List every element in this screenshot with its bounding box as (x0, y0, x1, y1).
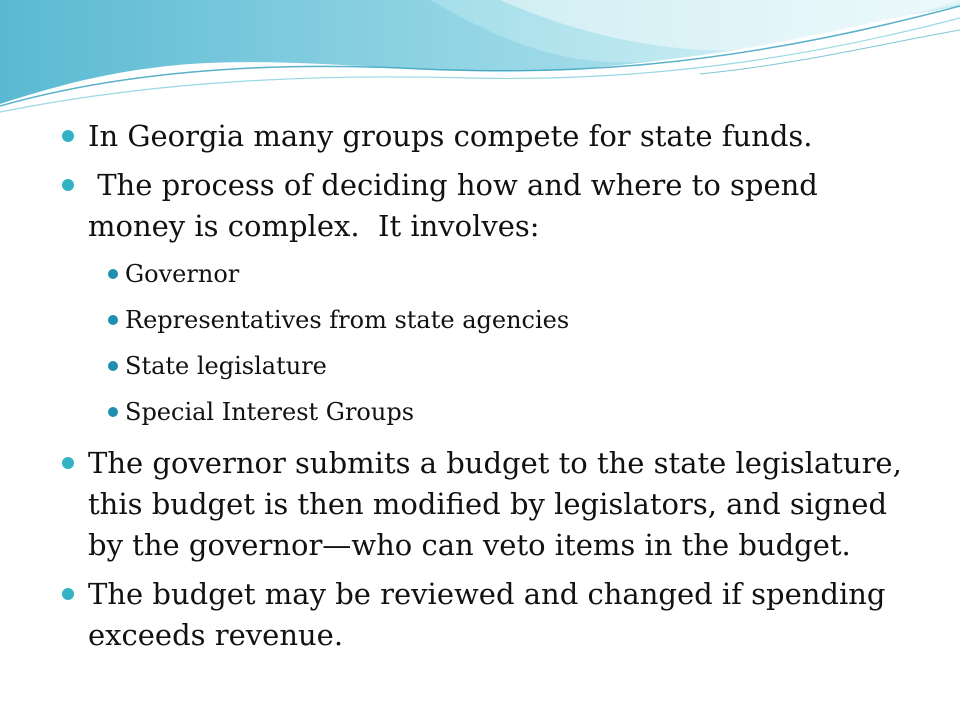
bullet-text: The process of deciding how and where to spend money is complex. It involves: (88, 168, 828, 243)
slide-content (60, 116, 910, 664)
bullet-text: The governor submits a budget to the state legislature, this budget is then modified by legislators, and signed by the governor—who can veto items in the budget. (88, 446, 902, 562)
bullet-dot-icon (62, 179, 74, 191)
sub-bullet-item (88, 343, 910, 389)
sub-bullet-list (88, 251, 910, 435)
bullet-list (60, 116, 910, 656)
bullet-text: The budget may be reviewed and changed if spending exceeds revenue. (88, 577, 886, 652)
sub-bullet-dot-icon (108, 315, 118, 325)
sub-bullet-text: Governor (125, 260, 240, 288)
sub-bullet-dot-icon (108, 407, 118, 417)
sub-bullet-text: State legislature (125, 352, 327, 380)
bullet-item (60, 443, 910, 566)
bullet-dot-icon (62, 130, 74, 142)
wave-header-decoration (0, 0, 960, 120)
sub-bullet-text: Special Interest Groups (125, 398, 415, 426)
sub-bullet-item (88, 251, 910, 297)
sub-bullet-item (88, 297, 910, 343)
sub-bullet-dot-icon (108, 361, 118, 371)
sub-bullet-text: Representatives from state agencies (125, 306, 570, 334)
bullet-dot-icon (62, 588, 74, 600)
sub-bullet-item (88, 389, 910, 435)
bullet-item (60, 116, 910, 157)
bullet-item (60, 165, 910, 435)
bullet-item (60, 574, 910, 656)
bullet-dot-icon (62, 457, 74, 469)
sub-bullet-dot-icon (108, 269, 118, 279)
bullet-text: In Georgia many groups compete for state funds. (88, 119, 813, 153)
